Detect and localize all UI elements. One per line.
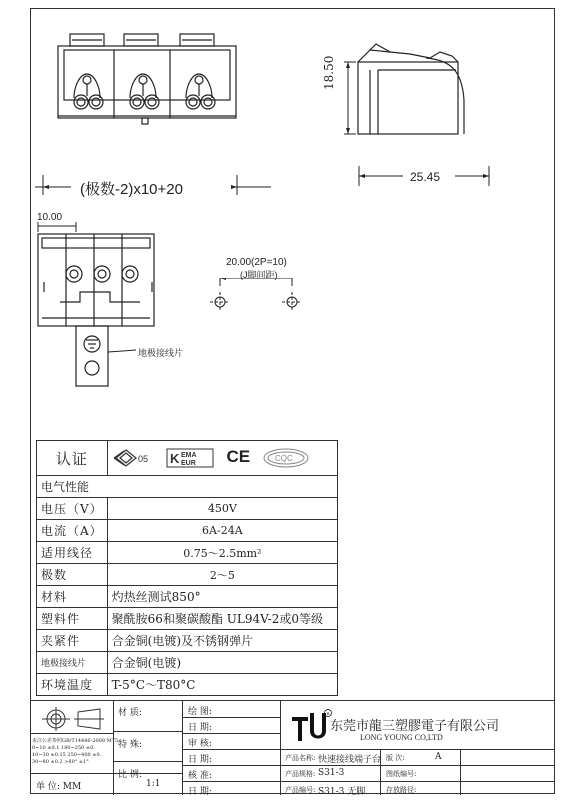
product-name-label: 产品名称: <box>285 754 316 762</box>
ground-callout: 地极接线片 <box>138 349 184 359</box>
pin-spacing-dimension: 20.00(2P=10) <box>226 257 287 268</box>
tolerance-title: 未注公差参照GB/T14486-2008 MT5 <box>32 738 119 744</box>
spec-key: 电压（V） <box>37 498 108 520</box>
scale-label: 比 例: <box>118 770 142 780</box>
unit-label: 单 位: MM <box>36 782 82 792</box>
spec-value: 2～5 <box>107 564 337 586</box>
svg-text:K: K <box>169 451 179 466</box>
ce-mark-icon: CE <box>226 447 251 466</box>
cqc-mark-icon <box>261 447 311 469</box>
spec-row <box>37 608 338 630</box>
cert-label: 认证 <box>37 441 108 476</box>
projection-symbol-icon <box>38 707 108 731</box>
kema-mark-icon <box>166 447 216 469</box>
spec-row <box>37 564 338 586</box>
title-block <box>30 700 555 795</box>
spec-value: 450V <box>107 498 337 520</box>
tolerance-row: 0~10 ±0.1 180~250 ±0. <box>32 745 95 751</box>
height-dimension: 18.50 <box>322 55 336 90</box>
spec-value: 合金铜(电镀)及不锈钢弹片 <box>107 630 337 652</box>
svg-text:EUR: EUR <box>180 460 196 467</box>
spec-key: 塑料件 <box>37 608 108 630</box>
version-label: 版 次: <box>386 754 405 762</box>
spec-key: 环境温度 <box>37 674 108 696</box>
drawn-label: 绘 图: <box>188 707 212 717</box>
spec-row <box>37 498 338 520</box>
date-label: 日 期: <box>188 787 212 797</box>
product-spec-label: 产品规格: <box>285 770 316 778</box>
front-width-dimension: (极数-2)x10+20 <box>80 181 183 198</box>
spec-table <box>36 440 338 696</box>
spec-row <box>37 674 338 696</box>
company-name-cn: 东莞市龍三塑膠電子有限公司 <box>330 719 500 734</box>
spec-key: 适用线径 <box>37 542 108 564</box>
product-no-label: 产品编号: <box>285 786 316 794</box>
spec-key: 材料 <box>37 586 108 608</box>
svg-text:R: R <box>326 711 330 716</box>
spec-key: 夹紧件 <box>37 630 108 652</box>
spec-value: 6A-24A <box>107 520 337 542</box>
front-view-drawing <box>50 28 250 138</box>
product-name: 快速接线端子台 <box>318 755 382 765</box>
tolerance-row: 30~80 ±0.2 >80° ±1° <box>32 759 89 765</box>
scale-value: 1:1 <box>146 779 161 789</box>
spec-key: 电流（A） <box>37 520 108 542</box>
company-logo-icon <box>292 709 332 743</box>
spec-row <box>37 520 338 542</box>
review-label: 审 核: <box>188 739 212 749</box>
pin-spacing-drawing <box>206 278 316 318</box>
cert-marks <box>107 441 337 476</box>
material-label: 材 质: <box>118 708 142 718</box>
spec-row <box>37 630 338 652</box>
product-no: S31-3 无脚 <box>318 787 366 797</box>
spec-value: 合金铜(电镀) <box>107 652 337 674</box>
date-label: 日 期: <box>188 723 212 733</box>
spec-value: T-5°C～T80°C <box>107 674 337 696</box>
svg-text:CQC: CQC <box>275 454 293 463</box>
spec-row <box>37 586 338 608</box>
company-name-en: LONG YOUNG CO,LTD <box>360 733 443 742</box>
spec-key: 极数 <box>37 564 108 586</box>
path-label: 存放路径: <box>386 786 417 794</box>
approve-label: 核 准: <box>188 771 212 781</box>
vde-mark-icon <box>112 447 162 469</box>
spec-key: 地极接线片 <box>37 652 108 674</box>
svg-text:05: 05 <box>137 454 148 464</box>
section-electrical: 电气性能 <box>37 476 338 498</box>
spec-value: 聚酰胺66和聚碳酸酯 UL94V-2或0等级 <box>107 608 337 630</box>
depth-dimension: 25.45 <box>410 170 441 184</box>
pin-spacing-note: (J脚间距) <box>240 270 278 280</box>
version-value: A <box>435 752 442 762</box>
spec-value: 0.75～2.5mm² <box>107 542 337 564</box>
svg-text:EMA: EMA <box>180 452 197 459</box>
pitch-dimension: 10.00 <box>37 212 63 223</box>
drawing-no-label: 图纸编号: <box>386 770 417 778</box>
tolerance-row: 10~30 ±0.15 250~400 ±0. <box>32 752 102 758</box>
side-view-drawing <box>330 40 530 150</box>
date-label: 日 期: <box>188 755 212 765</box>
special-label: 特 殊: <box>118 740 142 750</box>
product-spec: S31-3 <box>318 768 345 778</box>
cert-row <box>37 441 338 476</box>
spec-row <box>37 652 338 674</box>
spec-value: 灼热丝测试850° <box>107 586 337 608</box>
spec-row <box>37 542 338 564</box>
bottom-view-drawing <box>30 222 170 392</box>
